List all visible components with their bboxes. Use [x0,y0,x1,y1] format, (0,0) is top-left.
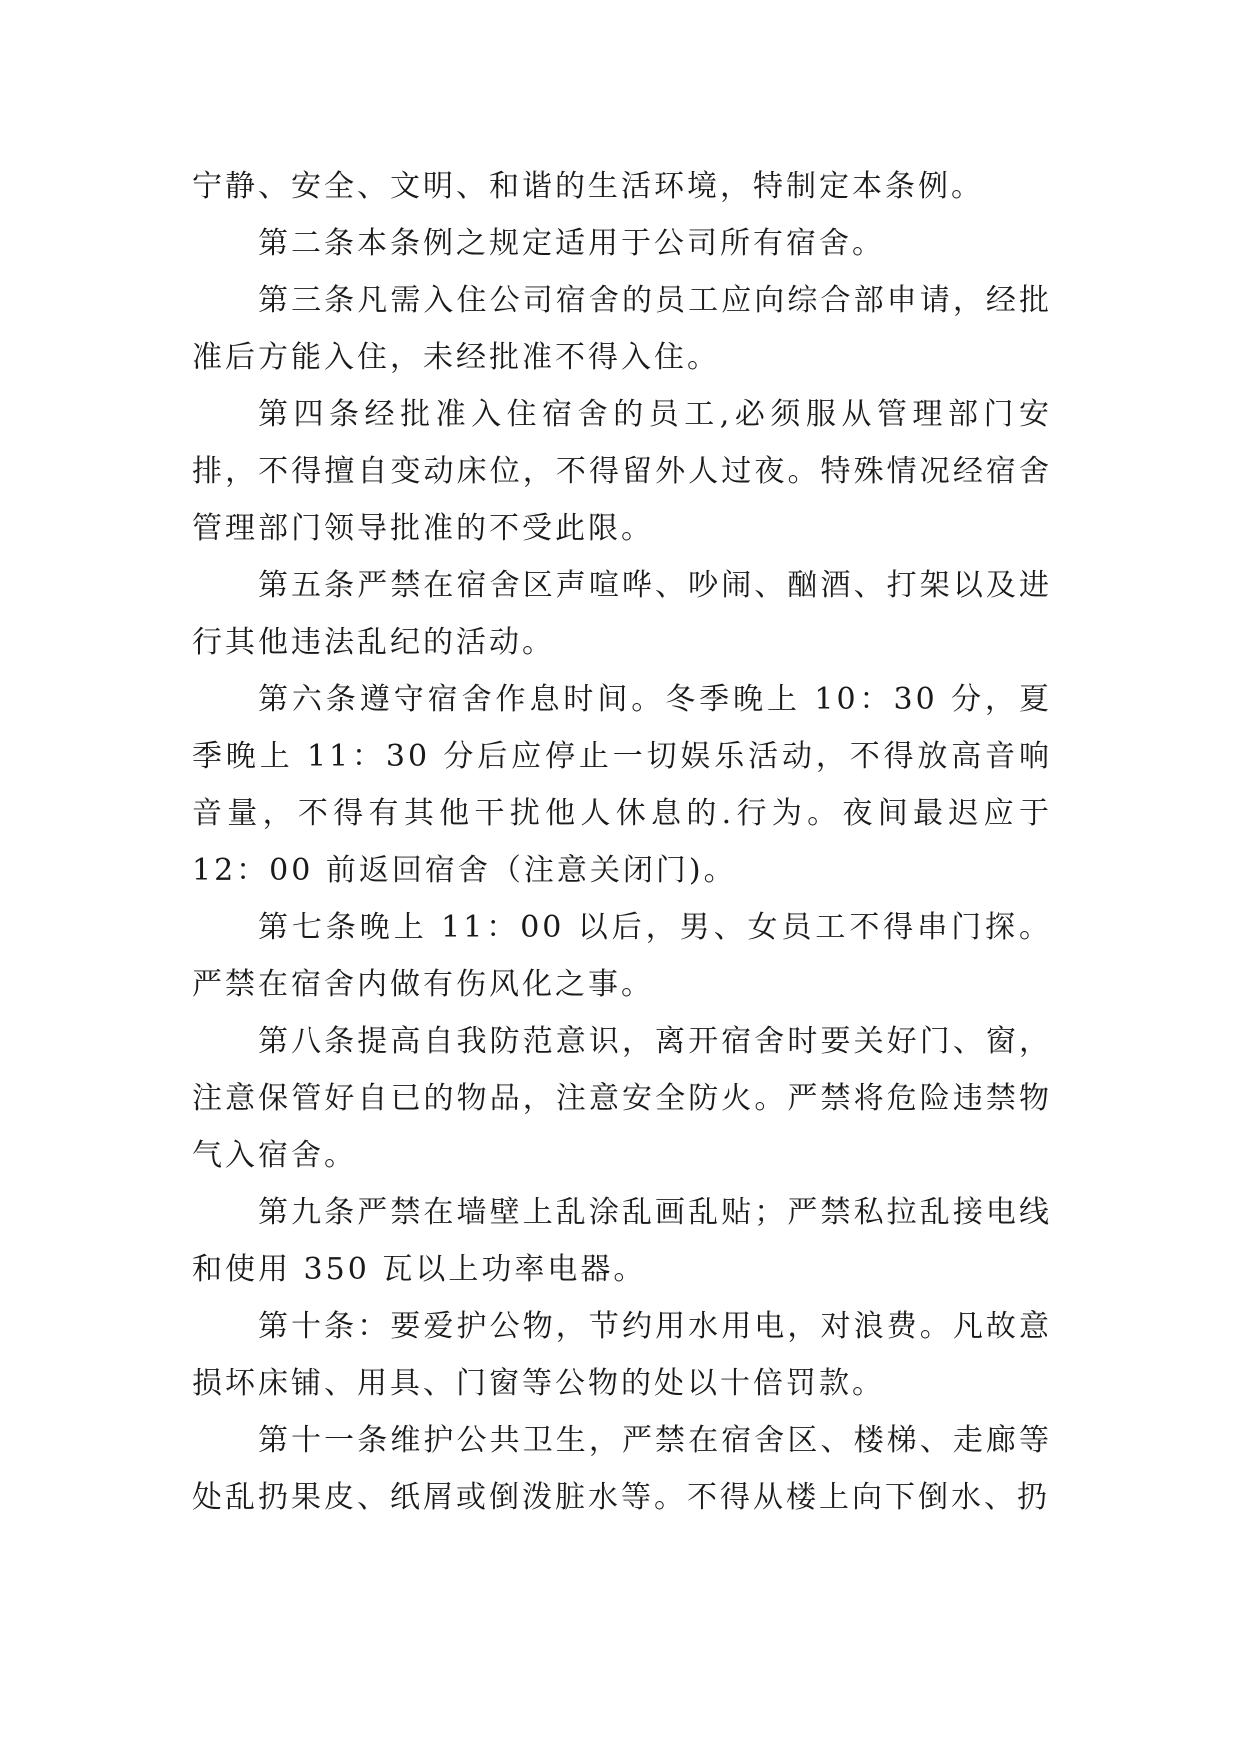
paragraph-article-6: 第六条遵守宿舍作息时间。冬季晚上 10：30 分，夏季晚上 11：30 分后应停止一切娱乐活动，不得放高音响音量，不得有其他干扰他人休息的.行为。夜间最迟应于 12：00 前返回宿舍（注意关闭门)。 [192,682,1052,888]
paragraph-article-7: 第七条晚上 11：00 以后，男、女员工不得串门探。严禁在宿舍内做有伤风化之事。 [192,910,1052,1002]
paragraph-article-2: 第二条本条例之规定适用于公司所有宿舍。 [258,226,885,261]
paragraph-article-5: 第五条严禁在宿舍区声喧哗、吵闹、酗酒、打架以及进行其他违法乱纪的活动。 [192,568,1052,660]
paragraph-article-10: 第十条：要爱护公物，节约用水用电，对浪费。凡故意损坏床铺、用具、门窗等公物的处以十倍罚款。 [192,1309,1052,1401]
paragraph-article-4: 第四条经批准入住宿舍的员工,必须服从管理部门安排，不得擅自变动床位，不得留外人过夜。特殊情况经宿舍管理部门领导批准的不受此限。 [192,397,1052,546]
paragraph-article-8: 第八条提高自我防范意识，离开宿舍时要关好门、窗，注意保管好自已的物品，注意安全防火。严禁将危险违禁物气入宿舍。 [192,1024,1052,1173]
paragraph-article-3: 第三条凡需入住公司宿舍的员工应向综合部申请，经批准后方能入住，未经批准不得入住。 [192,283,1052,375]
paragraph-continuation: 宁静、安全、文明、和谐的生活环境，特制定本条例。 [192,169,984,204]
paragraph-article-11: 第十一条维护公共卫生，严禁在宿舍区、楼梯、走廊等处乱扔果皮、纸屑或倒泼脏水等。不得从楼上向下倒水、扔 [192,1423,1052,1515]
document-body [192,158,1052,1526]
paragraph-article-9: 第九条严禁在墙壁上乱涂乱画乱贴；严禁私拉乱接电线和使用 350 瓦以上功率电器。 [192,1195,1052,1287]
